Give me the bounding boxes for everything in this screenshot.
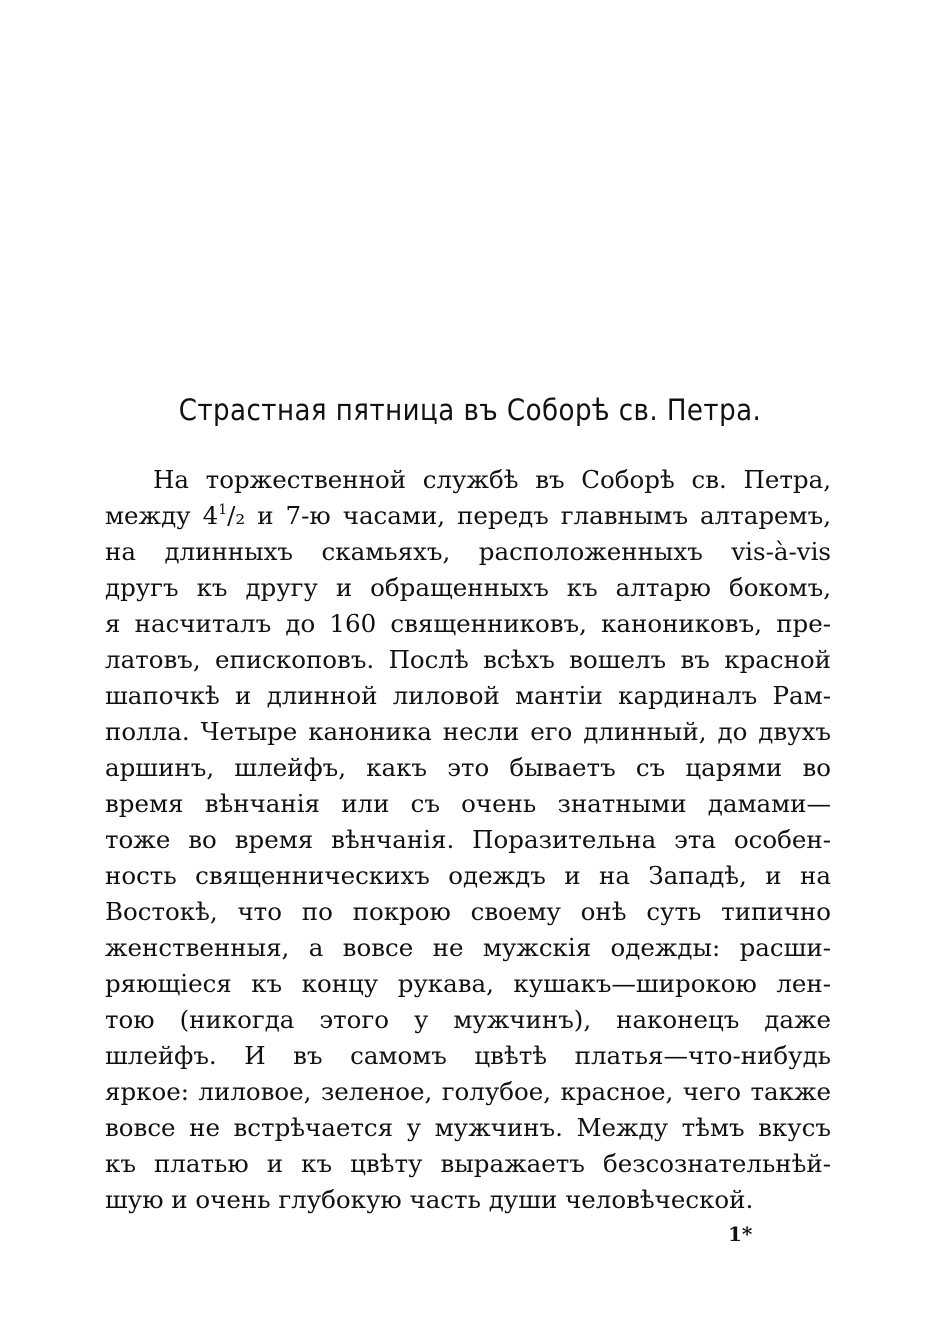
text-line: ность священническихъ одеждъ и на Западѣ, и на [105,861,831,890]
text-line: шлейфъ. И въ самомъ цвѣтѣ платья—что-нибудь [105,1041,831,1070]
text-line: вовсе не встрѣчается у мужчинъ. Между тѣмъ вкусъ [105,1113,831,1142]
text-line: На торжественной службѣ въ Соборѣ св. Петра, [153,465,831,494]
text-line: латовъ, епископовъ. Послѣ всѣхъ вошелъ въ красной [105,645,831,674]
text-line: ряющіеся къ концу рукава, кушакъ—широкою лен- [105,969,831,998]
text-line: полла. Четыре каноника несли его длинный, до двухъ [105,717,831,746]
text-line: къ платью и къ цвѣту выражаетъ безсознательнѣй- [105,1149,831,1178]
text-line: яркое: лиловое, зеленое, голубое, красное, чего также [105,1077,831,1106]
chapter-title: Страстная пятница въ Соборѣ св. Петра. [178,393,762,427]
page-number: 1* [728,1222,753,1246]
text-fragment: /₂ и 7-ю часами, передъ главнымъ алтаремъ, [227,501,831,530]
text-line: Востокѣ, что по покрою своему онѣ суть типично [105,897,831,926]
body-paragraph [105,462,831,1218]
text-fragment: между 4 [105,501,219,530]
text-line: тоже во время вѣнчанія. Поразительна эта особен- [105,825,831,854]
text-line: аршинъ, шлейфъ, какъ это бываетъ съ царями во [105,753,831,782]
text-line: на длинныхъ скамьяхъ, расположенныхъ vis-à-vis [105,537,831,566]
text-line: шапочкѣ и длинной лиловой мантіи кардиналъ Рам- [105,681,831,710]
text-line: я насчиталъ до 160 священниковъ, канониковъ, пре- [105,609,831,638]
text-line: женственныя, а вовсе не мужскія одежды: расши- [105,933,831,962]
text-line: другъ къ другу и обращенныхъ къ алтарю бокомъ, [105,573,831,602]
text-line: шую и очень глубокую часть души человѣческой. [105,1185,754,1214]
text-line [105,498,831,534]
text-line: время вѣнчанія или съ очень знатными дамами— [105,789,831,818]
text-line: тою (никогда этого у мужчинъ), наконецъ даже [105,1005,831,1034]
fraction-numerator: 1 [218,502,228,518]
